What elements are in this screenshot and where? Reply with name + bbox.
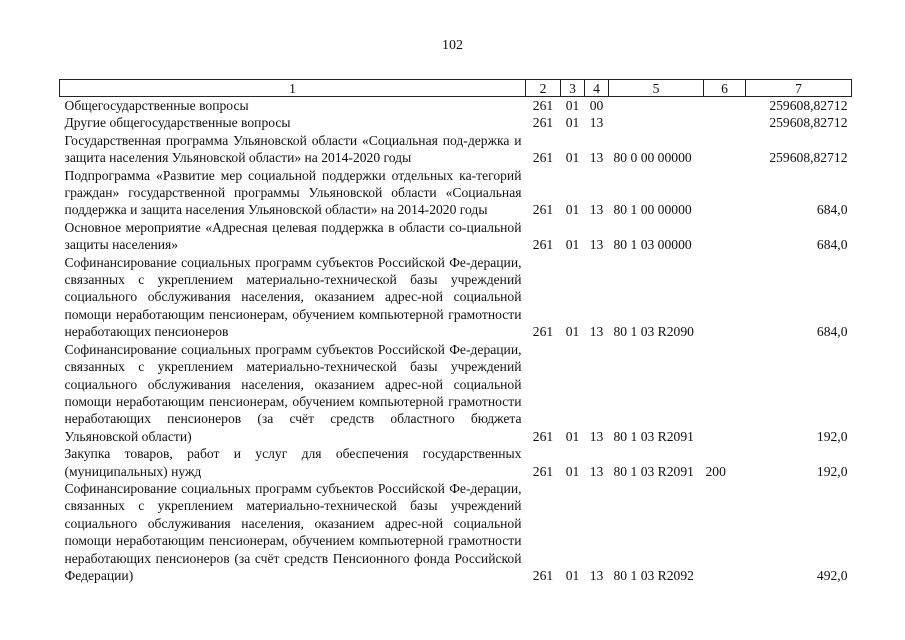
table-row <box>60 480 852 584</box>
budget-table <box>59 79 852 584</box>
column-header-5: 5 <box>609 80 704 97</box>
row-amount: 684,0 <box>816 324 848 340</box>
row-code-5: 80 1 03 R2091 <box>613 428 694 444</box>
column-header-1: 1 <box>60 80 526 97</box>
row-name: Государственная программа Ульяновской области «Социальная под-держка и защита населения Ульяновской области» на 2014-2020 годы <box>64 132 522 166</box>
table-header <box>60 80 852 97</box>
row-code-4: 13 <box>589 115 604 131</box>
row-code-2: 261 <box>532 202 554 218</box>
header-row <box>60 80 852 97</box>
row-code-6 <box>704 132 746 167</box>
row-code-4: 13 <box>589 463 604 479</box>
row-code-4: 13 <box>589 237 604 253</box>
row-name: Основное мероприятие «Адресная целевая поддержка в области со-циальной защиты населения» <box>64 219 522 253</box>
row-code-5: 80 1 03 00000 <box>613 237 692 253</box>
row-code-4: 13 <box>589 428 604 444</box>
row-code-2: 261 <box>532 324 554 340</box>
row-code-4: 13 <box>589 202 604 218</box>
column-header-6: 6 <box>704 80 746 97</box>
row-code-2: 261 <box>532 463 554 479</box>
row-code-5 <box>609 97 704 115</box>
row-amount: 259608,82712 <box>769 98 848 113</box>
column-header-7: 7 <box>746 80 852 97</box>
row-code-5: 80 1 03 R2090 <box>613 324 694 340</box>
row-code-4: 13 <box>589 150 604 166</box>
row-code-3: 01 <box>565 150 580 166</box>
row-code-3: 01 <box>565 237 580 253</box>
row-code-4: 00 <box>589 98 604 113</box>
row-amount: 192,0 <box>816 463 848 479</box>
row-code-6: 200 <box>705 463 726 479</box>
row-code-3: 01 <box>565 115 580 131</box>
row-amount: 492,0 <box>816 567 848 583</box>
row-code-2: 261 <box>532 115 554 131</box>
row-code-6 <box>704 254 746 341</box>
table-body <box>60 97 852 585</box>
row-code-2: 261 <box>532 237 554 253</box>
table-row <box>60 132 852 167</box>
row-code-3: 01 <box>565 202 580 218</box>
row-code-5: 80 0 00 00000 <box>613 150 692 166</box>
row-code-6 <box>704 114 746 131</box>
row-amount: 684,0 <box>816 202 848 218</box>
table-row <box>60 114 852 131</box>
row-code-4: 13 <box>589 567 604 583</box>
row-code-5 <box>609 114 704 131</box>
row-code-3: 01 <box>565 428 580 444</box>
row-amount: 259608,82712 <box>769 150 848 166</box>
row-amount: 684,0 <box>816 237 848 253</box>
row-code-3: 01 <box>565 567 580 583</box>
row-code-3: 01 <box>565 463 580 479</box>
row-amount: 259608,82712 <box>769 115 848 131</box>
table-row <box>60 341 852 445</box>
row-code-2: 261 <box>532 567 554 583</box>
row-code-5: 80 1 03 R2092 <box>613 567 694 583</box>
table-row <box>60 254 852 341</box>
row-name: Общегосударственные вопросы <box>64 98 249 113</box>
row-name: Подпрограмма «Развитие мер социальной поддержки отдельных ка-тегорий граждан» государственной программы Ульяновской области «Социальная поддержка и защита населения Ульяновской области» на 2014-2020 годы <box>64 167 522 218</box>
row-code-3: 01 <box>565 324 580 340</box>
table-row <box>60 219 852 254</box>
column-header-4: 4 <box>585 80 609 97</box>
row-code-2: 261 <box>532 428 554 444</box>
row-code-6 <box>704 219 746 254</box>
row-name: Другие общегосударственные вопросы <box>64 115 291 131</box>
row-code-6 <box>704 97 746 115</box>
table-row <box>60 445 852 480</box>
page-number: 102 <box>442 38 463 53</box>
row-name: Софинансирование социальных программ субъектов Российской Фе-дерации, связанных с укреплением материально-технической базы учреждений социального обслуживания населения, оказанием адрес-ной социальной помощи неработающим пенсионерам, обучением компьютерной грамотности неработающих пенсионеров (за счёт средств Пенсионного фонда Российской Федерации) <box>64 480 522 583</box>
row-code-6 <box>704 480 746 584</box>
row-name: Софинансирование социальных программ субъектов Российской Фе-дерации, связанных с укреплением материально-технической базы учреждений социального обслуживания населения, оказанием адрес-ной социальной помощи неработающим пенсионерам, обучением компьютерной грамотности неработающих пенсионеров <box>64 254 522 340</box>
row-code-2: 261 <box>532 150 554 166</box>
row-code-4: 13 <box>589 324 604 340</box>
row-code-2: 261 <box>532 98 554 113</box>
row-amount: 192,0 <box>816 428 848 444</box>
column-header-2: 2 <box>526 80 561 97</box>
column-header-3: 3 <box>561 80 585 97</box>
row-code-5: 80 1 03 R2091 <box>613 463 694 479</box>
row-name: Закупка товаров, работ и услуг для обеспечения государственных (муниципальных) нужд <box>64 446 522 479</box>
row-code-3: 01 <box>565 98 580 113</box>
table-row <box>60 167 852 219</box>
row-code-6 <box>704 167 746 219</box>
row-code-6 <box>704 341 746 445</box>
row-name: Софинансирование социальных программ субъектов Российской Фе-дерации, связанных с укреплением материально-технической базы учреждений социального обслуживания населения, оказанием адрес-ной социальной помощи неработающим пенсионерам, обучением компьютерной грамотности неработающих пенсионеров (за счёт средств областного бюджета Ульяновской области) <box>64 341 522 444</box>
table-row <box>60 97 852 115</box>
row-code-5: 80 1 00 00000 <box>613 202 692 218</box>
